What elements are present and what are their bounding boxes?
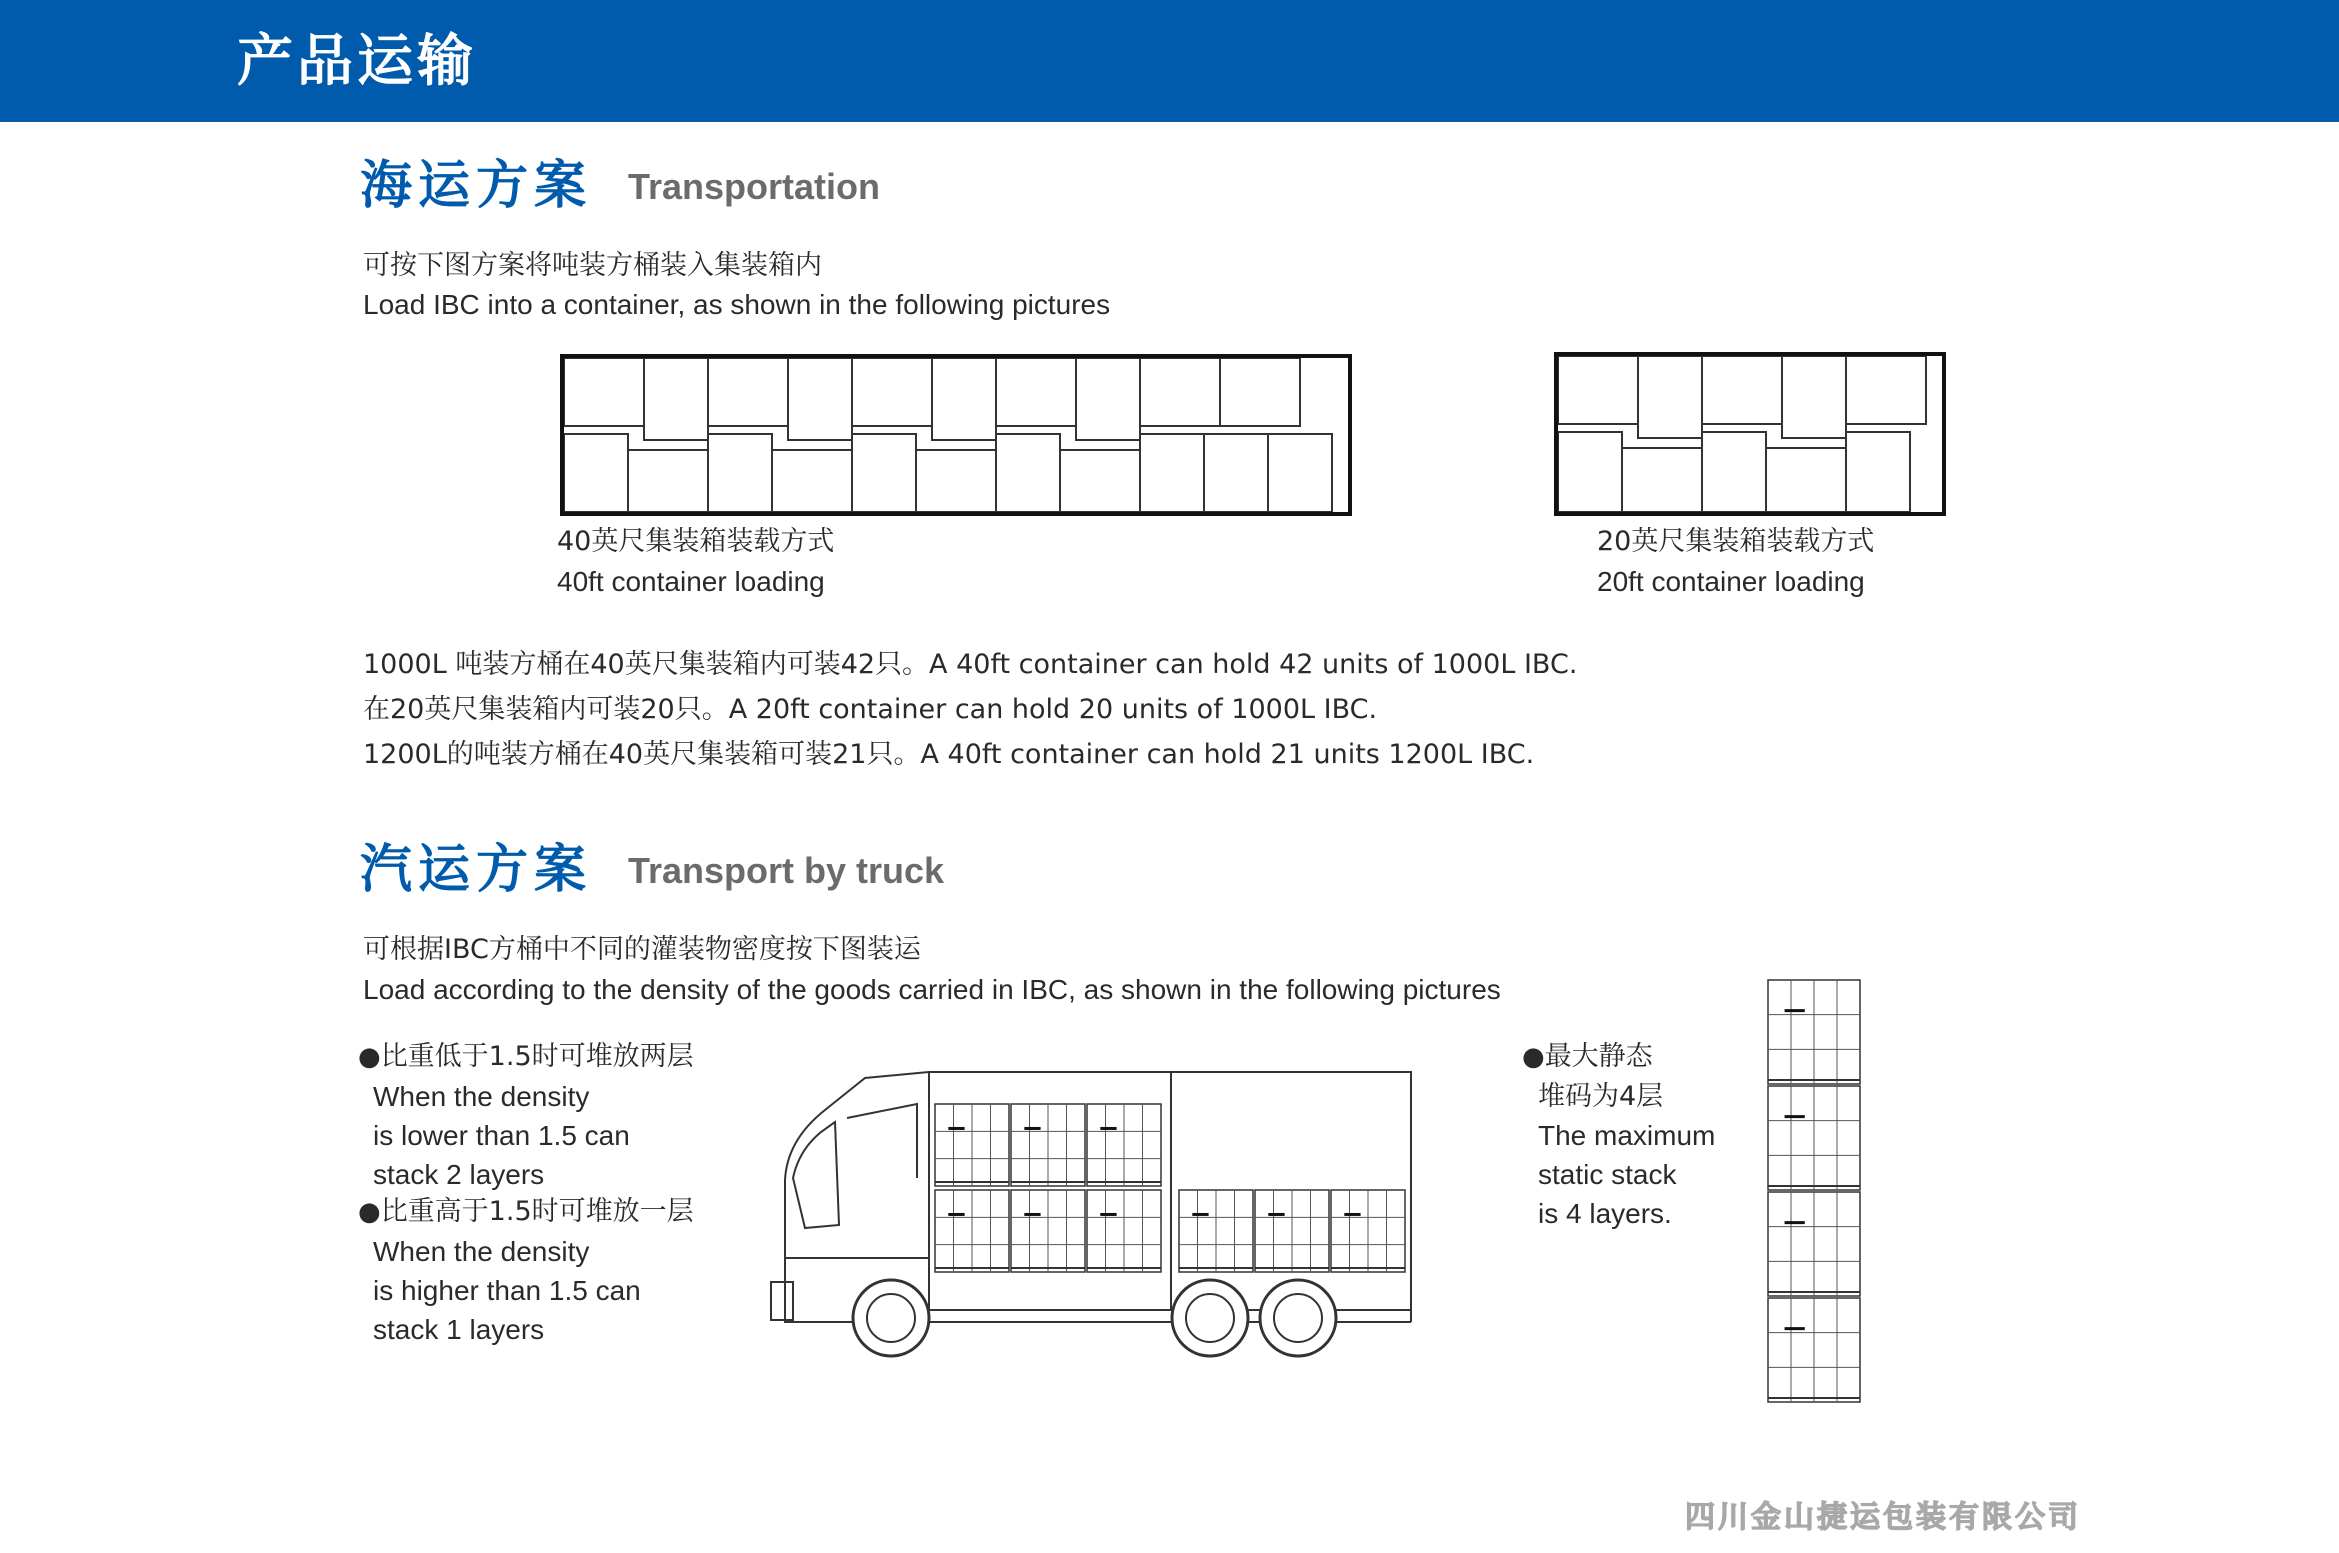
bullet-high-density-en-line-1: When the density [373, 1236, 590, 1267]
ibc-unit [1768, 980, 1860, 1084]
container-20ft-diagram [1554, 352, 1946, 516]
ibc-unit [1331, 1190, 1405, 1272]
bullet-low-density-en-line-3: stack 2 layers [373, 1159, 545, 1190]
truck-section-title-en: Transport by truck [628, 850, 945, 891]
bullet-low-density-en-line-2: is lower than 1.5 can [373, 1120, 630, 1151]
container-40ft-diagram [560, 354, 1352, 516]
sea-intro-en: Load IBC into a container, as shown in the following pictures [363, 289, 1111, 320]
bullet-low-density-zh: ●比重低于1.5时可堆放两层 [358, 1041, 694, 1072]
bullet-high-density-zh: ●比重高于1.5时可堆放一层 [358, 1196, 694, 1227]
bullet-high-density-en-line-3: stack 1 layers [373, 1314, 545, 1345]
container-40ft-caption-en: 40ft container loading [557, 566, 825, 597]
container-20ft-caption-en: 20ft container loading [1597, 566, 1865, 597]
stack-note-en-line-2: static stack [1538, 1159, 1677, 1190]
page-title: 产品运输 [237, 29, 477, 94]
bullet-low-density-en-line-1: When the density [373, 1081, 590, 1112]
ibc-unit [1768, 1086, 1860, 1190]
truck-illustration [765, 1060, 1415, 1365]
bullet-high-density-en-line-2: is higher than 1.5 can [373, 1275, 641, 1306]
ibc-unit [935, 1190, 1009, 1272]
truck-section-title-zh: 汽运方案 [360, 840, 593, 900]
truck-intro-en: Load according to the density of the goods carried in IBC, as shown in the following pictures [363, 974, 1501, 1005]
ibc-unit [1179, 1190, 1253, 1272]
sea-note-1: 1000L 吨装方桶在40英尺集装箱内可装42只。A 40ft container can hold 42 units of 1000L IBC. [363, 649, 1578, 680]
ibc-unit [1087, 1190, 1161, 1272]
ibc-unit [1255, 1190, 1329, 1272]
stack-note-en-line-1: The maximum [1538, 1120, 1716, 1151]
footer-company-name: 四川金山捷运包装有限公司 [1685, 1500, 2081, 1535]
bullet-dot: ● [358, 1197, 381, 1227]
sea-note-3: 1200L的吨装方桶在40英尺集装箱可装21只。A 40ft container can hold 21 units 1200L IBC. [363, 739, 1535, 770]
sea-note-2: 在20英尺集装箱内可装20只。A 20ft container can hold 20 units of 1000L IBC. [363, 694, 1378, 725]
ibc-unit [1768, 1192, 1860, 1296]
ibc-unit [1768, 1298, 1860, 1402]
sea-section-title-zh: 海运方案 [360, 156, 593, 216]
ibc-unit [1011, 1190, 1085, 1272]
ibc-unit [1011, 1104, 1085, 1186]
bullet-dot: ● [358, 1042, 381, 1072]
ibc-unit [935, 1104, 1009, 1186]
container-20ft-caption-zh: 20英尺集装箱装载方式 [1597, 526, 1875, 557]
stack-note-zh-line-1: ●最大静态 [1522, 1041, 1653, 1072]
bullet-dot: ● [1522, 1042, 1545, 1072]
sea-section-title-en: Transportation [628, 166, 881, 207]
stack-note-en-line-3: is 4 layers. [1538, 1198, 1672, 1229]
sea-intro-zh: 可按下图方案将吨装方桶装入集装箱内 [363, 250, 822, 281]
container-40ft-caption-zh: 40英尺集装箱装载方式 [557, 526, 835, 557]
truck-intro-zh: 可根据IBC方桶中不同的灌装物密度按下图装运 [363, 934, 921, 965]
ibc-stack-4-layers-illustration [1764, 976, 1864, 1408]
stack-note-zh-line-2: 堆码为4层 [1538, 1081, 1664, 1112]
ibc-unit [1087, 1104, 1161, 1186]
